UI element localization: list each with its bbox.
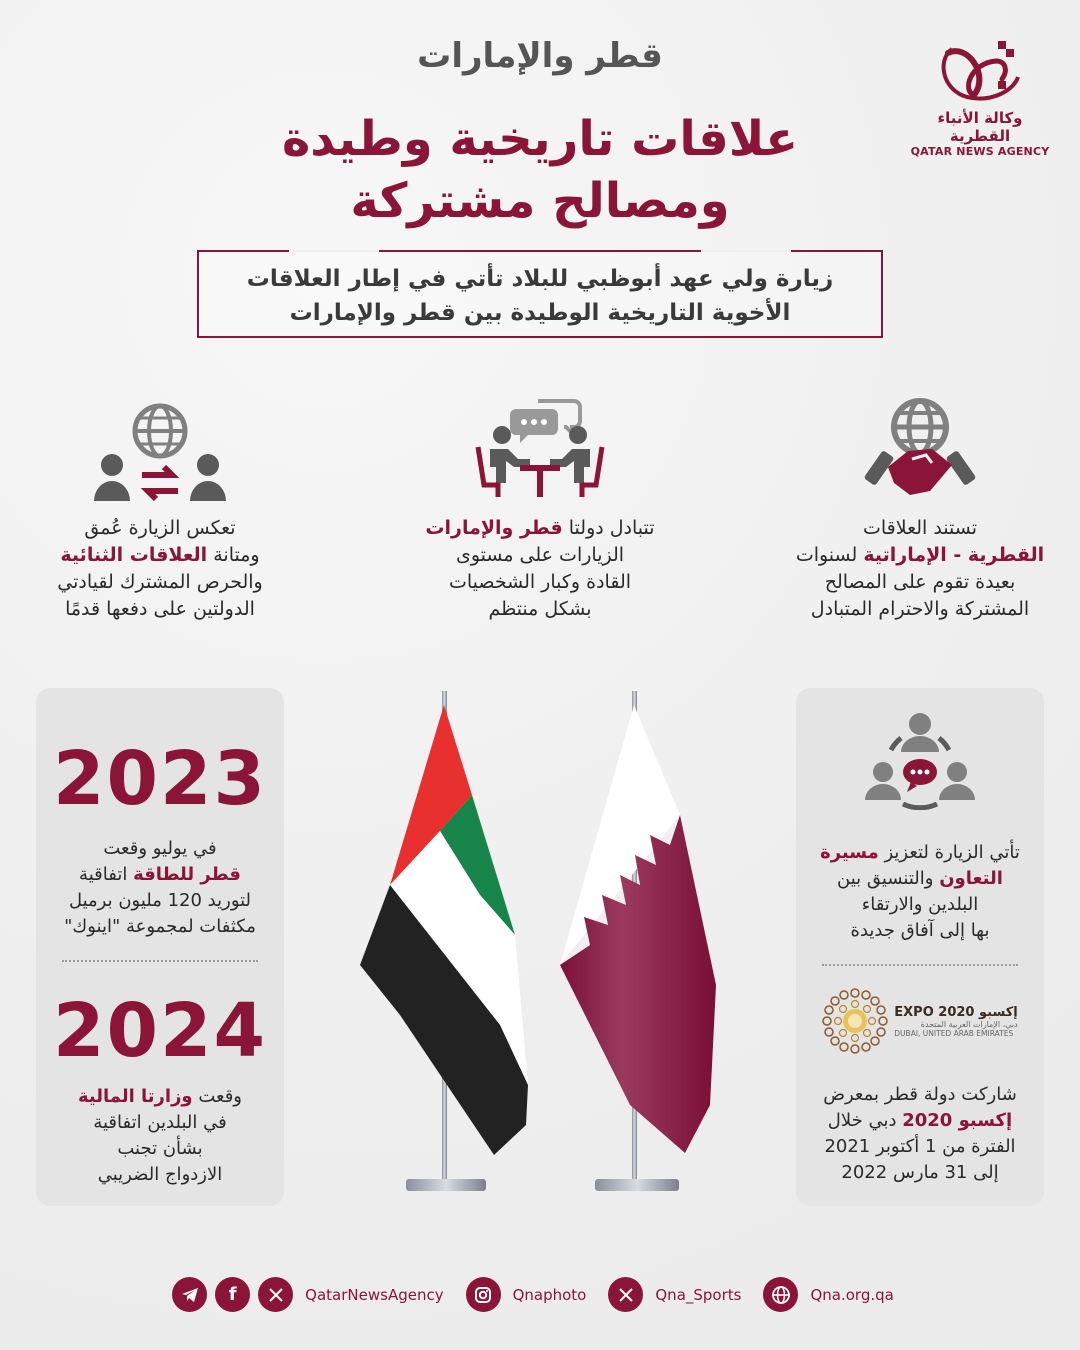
feature-line: الدولتين على دفعها قدمًا	[65, 598, 255, 620]
feature-line: الزيارات على مستوى	[455, 544, 625, 566]
feature-line	[410, 515, 670, 542]
cooperation-text	[796, 840, 1044, 944]
panel-line: الفترة من 1 أكتوبر 2021	[824, 1136, 1016, 1157]
panel-line: بها إلى آفاق جديدة	[850, 920, 990, 941]
panel-line	[796, 866, 1044, 892]
dotted-divider	[62, 960, 258, 962]
meeting-table-icon	[410, 395, 670, 505]
qna-logo	[905, 35, 1055, 165]
year-2023: 2023	[53, 736, 267, 822]
dotted-divider	[822, 964, 1018, 966]
expo-emblem-icon	[822, 988, 888, 1054]
panel-line: لتوريد 120 مليون برميل	[68, 890, 252, 911]
x-icon[interactable]	[258, 1277, 293, 1312]
instagram-icon[interactable]	[466, 1277, 501, 1312]
year-2023-text	[36, 836, 284, 940]
feature-line-pre: تتبادل دولتا	[562, 517, 655, 539]
panel-line	[36, 862, 284, 888]
year-2024: 2024	[53, 988, 267, 1074]
panel-line: في البلدين اتفاقية	[93, 1112, 227, 1133]
agency-arabic-name: وكالة الأنباء القطرية	[937, 109, 1023, 145]
panel-line	[796, 1108, 1044, 1134]
highlight-text: التعاون	[939, 868, 1003, 889]
feature-text	[790, 515, 1050, 623]
feature-bilateral-relations	[30, 395, 290, 623]
title-line-2: ومصالح مشتركة	[350, 173, 730, 229]
panel-line	[36, 1084, 284, 1110]
people-exchange-globe-icon	[30, 395, 290, 505]
feature-line: والحرص المشترك لقيادتي	[57, 571, 263, 593]
social-handle-qnaphoto[interactable]: Qnaphoto	[512, 1285, 587, 1304]
panel-line-rest: اتفاقية	[79, 864, 134, 885]
social-footer	[0, 1277, 1080, 1312]
social-handle-qna-sports[interactable]: Qna_Sports	[655, 1285, 742, 1304]
qna-emblem-icon	[932, 35, 1028, 107]
panel-line-rest: والتنسيق بين	[837, 868, 940, 889]
highlight-text: قطر للطاقة	[133, 864, 241, 885]
highlight-text: وزارتا المالية	[77, 1086, 193, 1107]
subtitle-box	[197, 250, 883, 338]
feature-line	[790, 542, 1050, 569]
year-2024-text	[36, 1084, 284, 1188]
qatar-flag	[560, 705, 716, 1153]
panel-line: البلدين والارتقاء	[861, 894, 979, 915]
flags-illustration	[340, 685, 740, 1215]
panel-line	[796, 840, 1044, 866]
highlight-text: قطر والإمارات	[425, 517, 563, 539]
timeline-panel	[36, 688, 284, 1206]
kicker-title: قطر والإمارات	[417, 36, 663, 76]
feature-mutual-visits	[410, 395, 670, 623]
expo-2020-logo	[796, 988, 1044, 1054]
expo-logo-english: EXPO 2020	[894, 1004, 975, 1020]
group-chat-icon	[796, 710, 1044, 810]
panel-line: بشأن تجنب	[117, 1138, 203, 1159]
expo-logo-english-sub: DUBAI, UNITED ARAB EMIRATES	[894, 1028, 1014, 1038]
social-handle-qatarnewsagency[interactable]: QatarNewsAgency	[305, 1285, 444, 1304]
feature-line: بشكل منتظم	[488, 598, 592, 620]
feature-line: القادة وكبار الشخصيات	[448, 571, 632, 593]
panel-line-pre: وقعت	[192, 1086, 243, 1107]
website-link[interactable]: Qna.org.qa	[810, 1285, 894, 1304]
highlight-text: القطرية - الإماراتية	[863, 544, 1045, 566]
feature-line-rest: لسنوات	[795, 544, 864, 566]
expo-logo-arabic: إكسبو	[979, 1004, 1018, 1020]
facebook-icon[interactable]: f	[215, 1277, 250, 1312]
feature-line	[30, 542, 290, 569]
highlight-text: العلاقات الثنائية	[60, 544, 208, 566]
panel-line: مكثفات لمجموعة "اينوك"	[64, 916, 256, 937]
feature-line: تعكس الزيارة عُمق	[84, 517, 236, 539]
expo-logo-arabic-sub: دبي، الإمارات العربية المتحدة	[920, 1019, 1018, 1029]
panel-line-pre: تأتي الزيارة لتعزيز	[878, 842, 1020, 863]
subtitle-line-2: الأخوية التاريخية الوطيدة بين قطر والإمارات	[289, 300, 791, 326]
feature-text	[30, 515, 290, 623]
panel-line: إلى 31 مارس 2022	[841, 1162, 999, 1183]
feature-historical-relations	[790, 395, 1050, 623]
cooperation-panel	[796, 688, 1044, 1206]
expo-text	[796, 1082, 1044, 1186]
panel-line: في يوليو وقعت	[103, 838, 217, 859]
highlight-text: إكسبو 2020	[902, 1110, 1013, 1131]
feature-line: المشتركة والاحترام المتبادل	[810, 598, 1030, 620]
highlight-text: مسيرة	[820, 842, 879, 863]
panel-line: الازدواج الضريبي	[97, 1164, 223, 1185]
feature-line: بعيدة تقوم على المصالح	[824, 571, 1016, 593]
panel-line-rest: دبي خلال	[827, 1110, 903, 1131]
feature-text	[410, 515, 670, 623]
handshake-globe-icon	[790, 395, 1050, 505]
agency-english-name: QATAR NEWS AGENCY	[910, 145, 1050, 158]
telegram-icon[interactable]	[172, 1277, 207, 1312]
feature-line: تستند العلاقات	[862, 517, 978, 539]
globe-icon[interactable]	[763, 1277, 798, 1312]
x-icon[interactable]	[608, 1277, 643, 1312]
subtitle-line-1: زيارة ولي عهد أبوظبي للبلاد تأتي في إطار العلاقات	[246, 266, 834, 292]
panel-line: شاركت دولة قطر بمعرض	[823, 1084, 1017, 1105]
title-line-1: علاقات تاريخية وطيدة	[281, 111, 799, 167]
feature-line-pre: ومتانة	[207, 544, 260, 566]
